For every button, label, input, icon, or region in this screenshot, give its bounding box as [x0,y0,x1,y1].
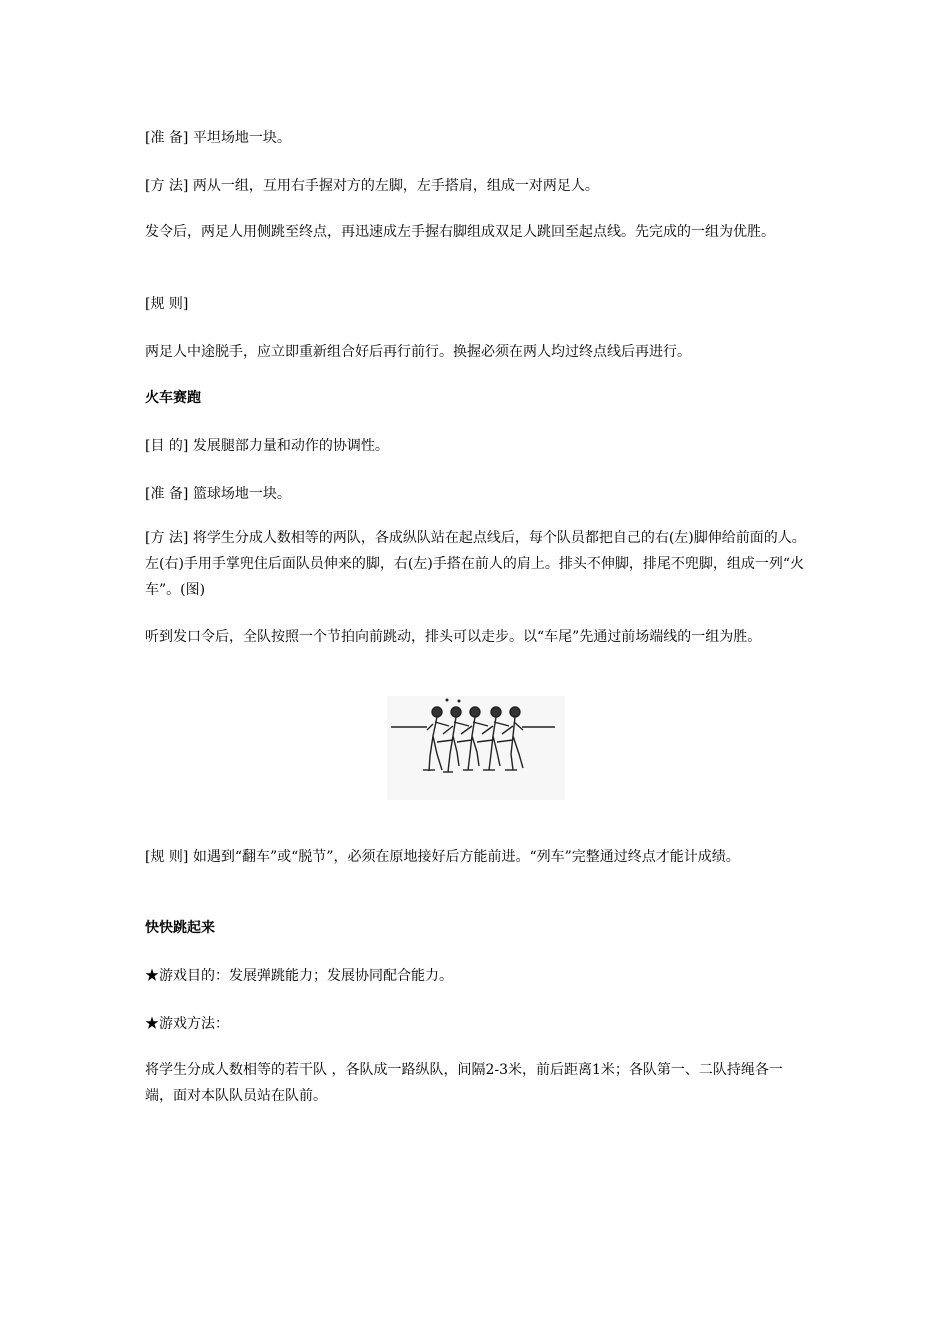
purpose-paragraph-2: [目 的] 发展腿部力量和动作的协调性。 [145,438,389,454]
game-method-label: ★游戏方法： [145,1016,229,1032]
procedure-paragraph-2: 听到发口令后，全队按照一个节拍向前跳动，排头可以走步。以“车尾”先通过前场端线的一组为胜。 [145,629,762,645]
rules-paragraph-2: [规 则] 如遇到“翻车”或“脱节”，必须在原地接好后方能前进。“列车”完整通过终点才能计成绩。 [145,849,740,865]
rules-paragraph-1: 两足人中途脱手，应立即重新组合好后再行前行。换握必须在两人均过终点线后再进行。 [145,344,691,360]
section-heading-train-race: 火车赛跑 [145,390,201,406]
rules-label-1: [规 则] [145,296,189,312]
method-paragraph-1: [方 法] 两从一组，互用右手握对方的左脚，左手搭肩，组成一对两足人。 [145,178,599,194]
prep-paragraph-2: [准 备] 篮球场地一块。 [145,486,291,502]
method-paragraph-2: [方 法] 将学生分成人数相等的两队，各成纵队站在起点线后，每个队员都把自己的右(左)脚伸给前面的人。左(右)手用手掌兜住后面队员伸来的脚，右(左)手搭在前人的肩上。排头不伸脚，排尾不兜脚，组成一列“火车”。(图) [145,530,806,598]
section-heading-jump-up: 快快跳起来 [145,920,215,936]
procedure-paragraph-1: 发令后，两足人用侧跳至终点，再迅速成左手握右脚组成双足人跳回至起点线。先完成的一组为优胜。 [145,224,775,240]
train-race-illustration [387,696,565,800]
game-method-paragraph: 将学生分成人数相等的若干队 ，各队成一路纵队，间隔2-3米，前后距离1米；各队第一、二队持绳各一端，面对本队队员站在队前。 [145,1062,783,1104]
prep-paragraph-1: [准 备] 平坦场地一块。 [145,130,291,146]
game-purpose-paragraph: ★游戏目的：发展弹跳能力；发展协同配合能力。 [145,968,453,984]
